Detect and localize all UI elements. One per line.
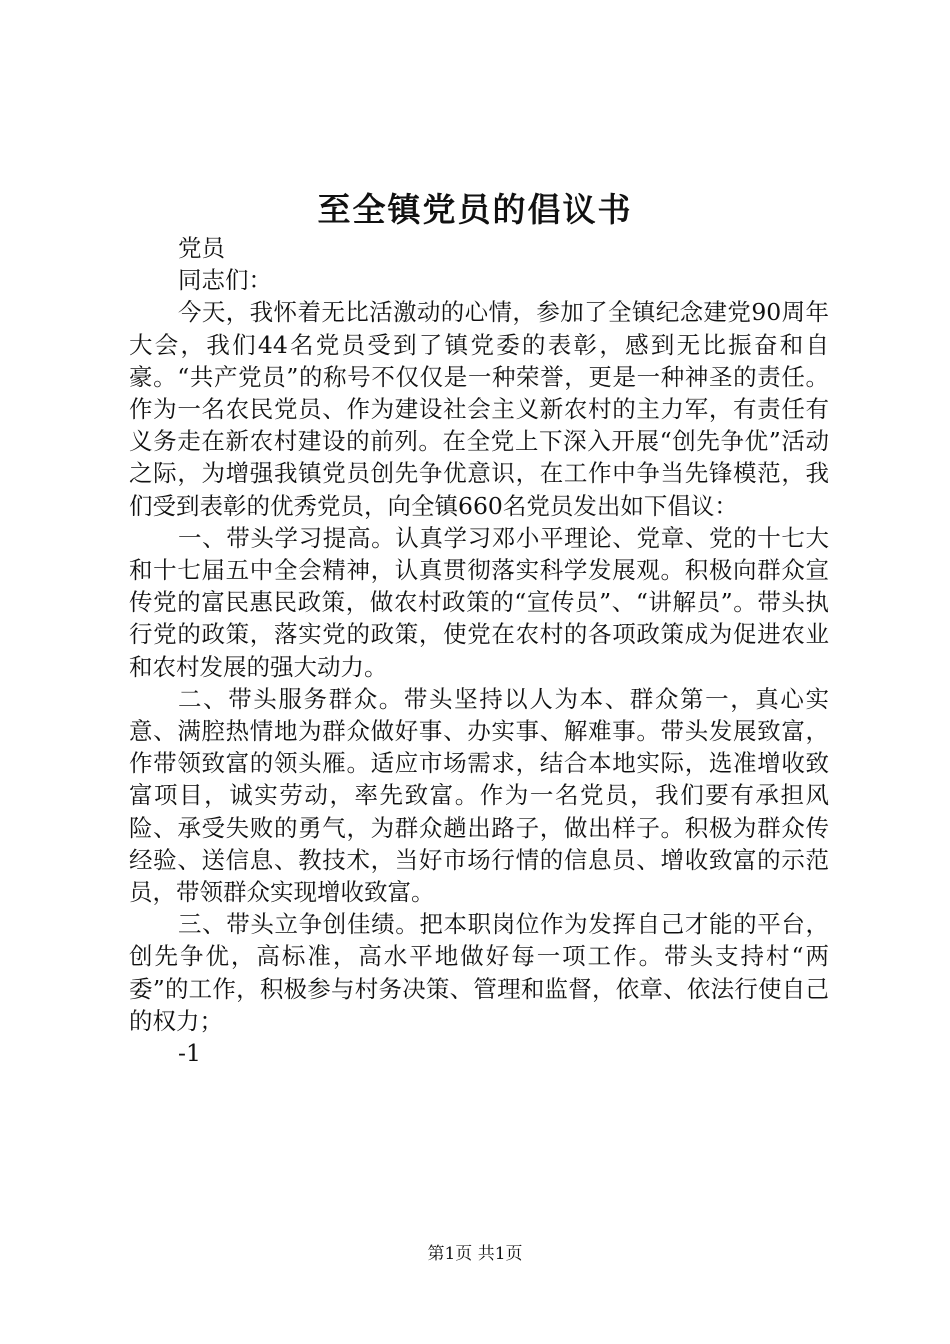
- document-body: [129, 232, 829, 1069]
- document-title: 至全镇党员的倡议书: [317, 190, 633, 229]
- paragraph-point-2: 二、带头服务群众。带头坚持以人为本、群众第一，真心实意、满腔热情地为群众做好事、办实事、解难事。带头发展致富，作带领致富的领头雁。适应市场需求，结合本地实际，选准增收致富项目，诚实劳动，率先致富。作为一名党员，我们要有承担风险、承受失败的勇气，为群众趟出路子，做出样子。积极为群众传经验、送信息、教技术，当好市场行情的信息员、增收致富的示范员，带领群众实现增收致富。: [129, 684, 829, 907]
- paragraph-point-3: 三、带头立争创佳绩。把本职岗位作为发挥自己才能的平台，创先争优，高标准，高水平地做好每一项工作。带头支持村“两委”的工作，积极参与村务决策、管理和监督，依章、依法行使自己的权力；: [129, 910, 829, 1035]
- page-marker: -1: [178, 1039, 201, 1068]
- paragraph-intro: 今天，我怀着无比活激动的心情，参加了全镇纪念建党90周年大会，我们44名党员受到了镇党委的表彰，感到无比振奋和自豪。“共产党员”的称号不仅仅是一种荣誉，更是一种神圣的责任。作为一名农民党员、作为建设社会主义新农村的主力军，有责任有义务走在新农村建设的前列。在全党上下深入开展“创先争优”活动之际，为增强我镇党员创先争优意识，在工作中争当先锋模范，我们受到表彰的优秀党员，向全镇660名党员发出如下倡议：: [129, 298, 829, 520]
- paragraph-point-1: 一、带头学习提高。认真学习邓小平理论、党章、党的十七大和十七届五中全会精神，认真贯彻落实科学发展观。积极向群众宣传党的富民惠民政策，做农村政策的“宣传员”、“讲解员”。带头执行党的政策，落实党的政策，使党在农村的各项政策成为促进农业和农村发展的强大动力。: [129, 523, 829, 681]
- salutation-line-2: 同志们：: [178, 266, 272, 295]
- salutation-line-1: 党员: [178, 234, 225, 262]
- page-footer: 第1页 共1页: [427, 1244, 523, 1264]
